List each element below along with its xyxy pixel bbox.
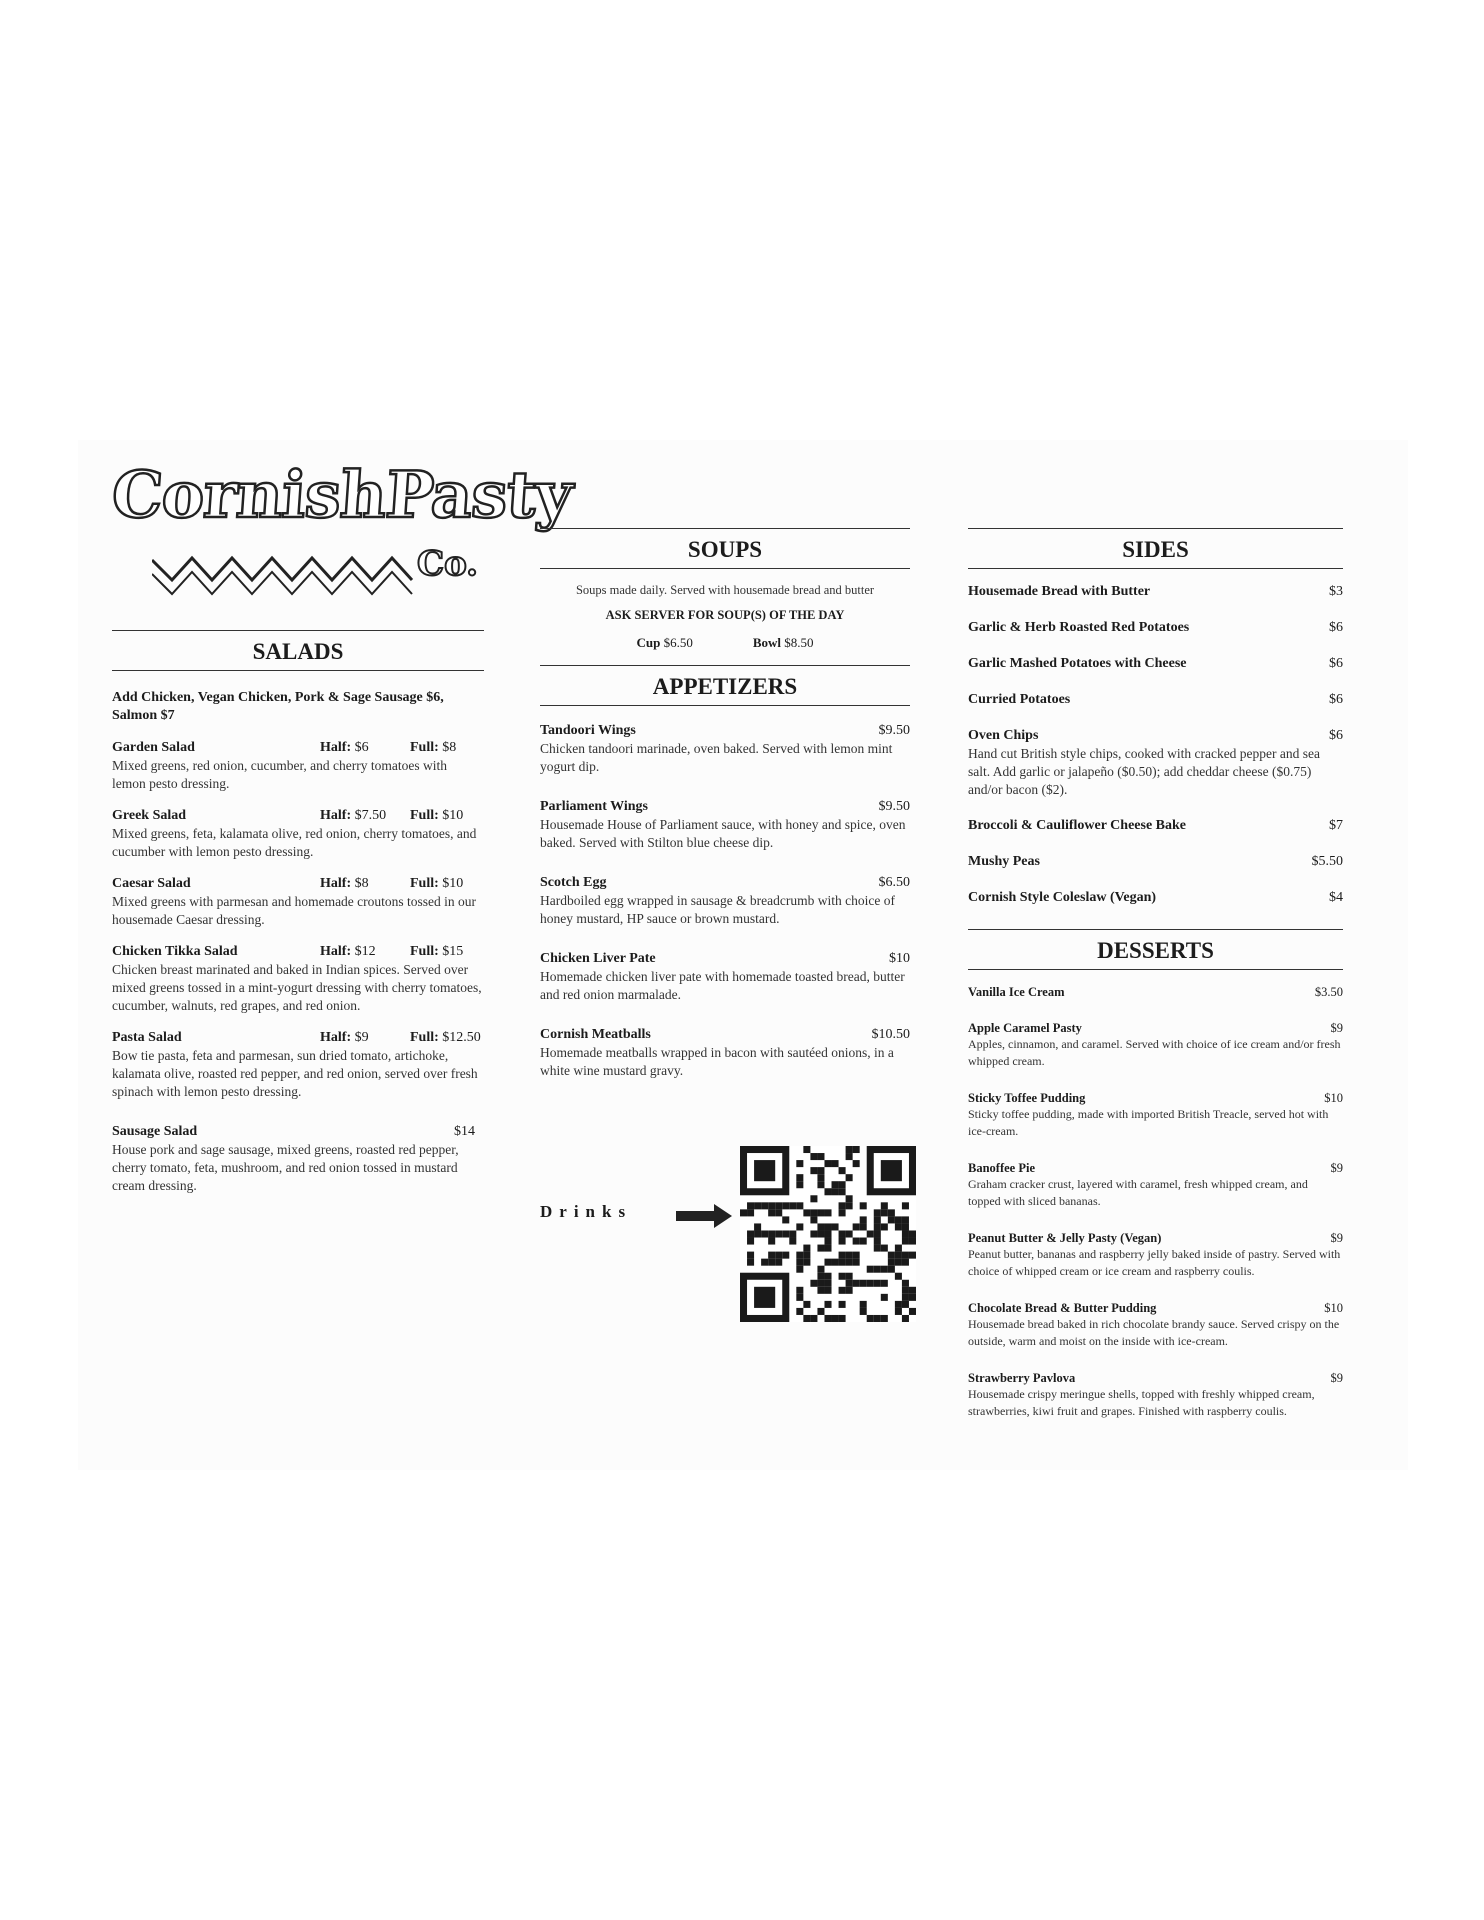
menu-item-salad bbox=[112, 807, 484, 861]
menu-item-side bbox=[968, 727, 1343, 799]
item-row bbox=[968, 1090, 1343, 1106]
menu-item-salad bbox=[112, 739, 484, 793]
item-price: $6 bbox=[1329, 620, 1343, 635]
item-row bbox=[540, 950, 910, 968]
item-name: Broccoli & Cauliflower Cheese Bake bbox=[968, 818, 1187, 833]
menu-item-dessert bbox=[968, 1020, 1343, 1070]
item-name: Sausage Salad bbox=[112, 1124, 198, 1139]
item-price: $9.50 bbox=[878, 723, 910, 738]
item-price: $6.50 bbox=[878, 875, 910, 890]
item-row bbox=[968, 1370, 1343, 1386]
half-value: $12 bbox=[354, 944, 376, 959]
menu-item-side bbox=[968, 853, 1343, 871]
item-price: $9 bbox=[1330, 1371, 1343, 1385]
menu-item-dessert bbox=[968, 984, 1343, 1000]
item-price: $3.50 bbox=[1314, 985, 1343, 999]
item-row bbox=[112, 739, 484, 757]
item-name: Apple Caramel Pasty bbox=[968, 1021, 1082, 1035]
item-description: Mixed greens with parmesan and homemade croutons tossed in our housemade Caesar dressing. bbox=[112, 894, 477, 927]
appetizer-list bbox=[540, 722, 910, 1080]
menu-item-side bbox=[968, 583, 1343, 601]
half-label: Half: bbox=[320, 876, 352, 891]
item-description: Housemade crispy meringue shells, topped with freshly whipped cream, strawberries, kiwi fruit and grapes. Finished with raspberry coulis. bbox=[968, 1387, 1315, 1418]
item-row bbox=[540, 798, 910, 816]
item-name: Strawberry Pavlova bbox=[968, 1371, 1076, 1385]
sides-list bbox=[968, 583, 1343, 907]
item-name: Garlic & Herb Roasted Red Potatoes bbox=[968, 620, 1190, 635]
item-name: Oven Chips bbox=[968, 728, 1039, 743]
menu-item-side bbox=[968, 691, 1343, 709]
item-description: Chicken tandoori marinade, oven baked. Served with lemon mint yogurt dip. bbox=[540, 741, 893, 774]
item-name: Peanut Butter & Jelly Pasty (Vegan) bbox=[968, 1231, 1162, 1245]
item-name: Sticky Toffee Pudding bbox=[968, 1091, 1086, 1105]
half-value: $9 bbox=[354, 1030, 369, 1045]
item-row bbox=[968, 889, 1343, 907]
menu-item-dessert bbox=[968, 1370, 1343, 1420]
half-value: $6 bbox=[354, 740, 369, 755]
item-price: $5.50 bbox=[1311, 854, 1343, 869]
item-row bbox=[112, 875, 484, 893]
qr-code-icon[interactable] bbox=[740, 1146, 916, 1322]
item-name: Parliament Wings bbox=[540, 799, 648, 814]
item-description: Homemade chicken liver pate with homemade toasted bread, butter and red onion marmalade. bbox=[540, 969, 905, 1002]
item-row bbox=[540, 874, 910, 892]
item-price: $6 bbox=[1329, 728, 1343, 743]
item-row bbox=[968, 984, 1343, 1000]
item-name: Tandoori Wings bbox=[540, 723, 636, 738]
soups-ask-server: ASK SERVER FOR SOUP(S) OF THE DAY bbox=[605, 608, 845, 622]
menu-item-salad bbox=[112, 875, 484, 929]
item-price: $7 bbox=[1329, 818, 1343, 833]
menu-item-side bbox=[968, 619, 1343, 637]
item-row bbox=[540, 1026, 910, 1044]
section-title-desserts: DESSERTS bbox=[968, 929, 1343, 970]
item-row bbox=[968, 1300, 1343, 1316]
menu-item-sausage-salad bbox=[112, 1123, 484, 1195]
item-description: Chicken breast marinated and baked in Indian spices. Served over mixed greens tossed in a mint-yogurt dressing with cherry tomatoes, cucumber, walnuts, red grapes, and red onion. bbox=[112, 962, 482, 1013]
full-label: Full: bbox=[410, 944, 439, 959]
salads-add-protein-note: Add Chicken, Vegan Chicken, Pork & Sage Sausage $6, Salmon $7 bbox=[112, 690, 444, 723]
full-label: Full: bbox=[410, 740, 439, 755]
item-price: $6 bbox=[1329, 656, 1343, 671]
item-full-price bbox=[410, 807, 484, 825]
full-value: $10 bbox=[442, 876, 464, 891]
item-name: Vanilla Ice Cream bbox=[968, 985, 1065, 999]
item-row bbox=[968, 619, 1343, 637]
item-name: Chicken Tikka Salad bbox=[112, 944, 238, 959]
item-row bbox=[968, 655, 1343, 673]
full-value: $10 bbox=[442, 808, 464, 823]
item-full-price bbox=[410, 875, 484, 893]
item-description: Hand cut British style chips, cooked with cracked pepper and sea salt. Add garlic or jalapeño ($0.50); add cheddar cheese ($0.75) and/or bacon ($2). bbox=[968, 746, 1321, 797]
half-label: Half: bbox=[320, 1030, 352, 1045]
full-label: Full: bbox=[410, 1030, 439, 1045]
right-arrow-icon bbox=[676, 1204, 732, 1228]
item-name: Curried Potatoes bbox=[968, 692, 1071, 707]
item-row bbox=[968, 1160, 1343, 1176]
item-name: Housemade Bread with Butter bbox=[968, 584, 1151, 599]
menu-item-salad bbox=[112, 1029, 484, 1101]
logo-suffix: Co. bbox=[417, 544, 478, 584]
section-title-sides: SIDES bbox=[968, 528, 1343, 569]
item-row bbox=[968, 817, 1343, 835]
item-name: Scotch Egg bbox=[540, 875, 607, 890]
item-price: $3 bbox=[1329, 584, 1343, 599]
item-name: Chicken Liver Pate bbox=[540, 951, 656, 966]
logo-wordmark: CornishPasty bbox=[109, 458, 575, 533]
menu-item-appetizer bbox=[540, 950, 910, 1004]
soup-bowl: Bowl $8.50 bbox=[752, 635, 814, 650]
soup-cup: Cup $6.50 bbox=[636, 635, 693, 650]
full-label: Full: bbox=[410, 876, 439, 891]
item-price: $10.50 bbox=[871, 1027, 910, 1042]
right-column bbox=[968, 528, 1343, 1420]
half-label: Half: bbox=[320, 808, 352, 823]
item-name: Cornish Style Coleslaw (Vegan) bbox=[968, 890, 1157, 905]
drinks-label: Drinks bbox=[540, 1202, 633, 1221]
item-row bbox=[968, 1230, 1343, 1246]
item-price: $9 bbox=[1330, 1231, 1343, 1245]
section-title-salads: SALADS bbox=[112, 630, 484, 671]
item-row bbox=[540, 722, 910, 740]
full-value: $12.50 bbox=[442, 1030, 481, 1045]
half-value: $8 bbox=[354, 876, 369, 891]
item-half-price bbox=[320, 943, 410, 961]
dessert-list bbox=[968, 984, 1343, 1420]
menu-item-dessert bbox=[968, 1090, 1343, 1140]
item-row bbox=[112, 1029, 484, 1047]
menu-item-appetizer bbox=[540, 798, 910, 852]
item-price: $10 bbox=[889, 951, 910, 966]
item-half-price bbox=[320, 875, 410, 893]
item-name: Caesar Salad bbox=[112, 876, 191, 891]
half-label: Half: bbox=[320, 944, 352, 959]
item-description: House pork and sage sausage, mixed greens, roasted red pepper, cherry tomato, feta, mushroom, and red onion tossed in mustard cream dressing. bbox=[112, 1142, 459, 1193]
item-name: Chocolate Bread & Butter Pudding bbox=[968, 1301, 1157, 1315]
item-description: Mixed greens, red onion, cucumber, and cherry tomatoes with lemon pesto dressing. bbox=[112, 758, 447, 791]
item-price: $6 bbox=[1329, 692, 1343, 707]
item-description: Peanut butter, bananas and raspberry jelly baked inside of pastry. Served with choice of whipped cream or ice cream and raspberry coulis. bbox=[968, 1247, 1341, 1278]
drinks-qr-section bbox=[540, 1146, 920, 1316]
item-description: Graham cracker crust, layered with caramel, fresh whipped cream, and topped with sliced bananas. bbox=[968, 1177, 1308, 1208]
item-price: $10 bbox=[1324, 1301, 1343, 1315]
item-name: Pasta Salad bbox=[112, 1030, 182, 1045]
menu-item-side bbox=[968, 889, 1343, 907]
item-row bbox=[112, 807, 484, 825]
menu-item-appetizer bbox=[540, 722, 910, 776]
item-row bbox=[968, 1020, 1343, 1036]
item-full-price bbox=[410, 1029, 484, 1047]
item-half-price bbox=[320, 1029, 410, 1047]
soups-note: Soups made daily. Served with housemade bread and butter bbox=[575, 583, 875, 597]
item-description: Hardboiled egg wrapped in sausage & breadcrumb with choice of honey mustard, HP sauce or brown mustard. bbox=[540, 893, 896, 926]
restaurant-logo bbox=[109, 440, 575, 630]
item-price: $10 bbox=[1324, 1091, 1343, 1105]
full-label: Full: bbox=[410, 808, 439, 823]
menu-item-dessert bbox=[968, 1160, 1343, 1210]
salad-list bbox=[112, 739, 484, 1101]
item-description: Bow tie pasta, feta and parmesan, sun dried tomato, artichoke, kalamata olive, roasted red pepper, and red onion, served over fresh spinach with lemon pesto dressing. bbox=[112, 1048, 478, 1099]
section-title-soups: SOUPS bbox=[540, 528, 910, 569]
full-value: $15 bbox=[442, 944, 464, 959]
item-full-price bbox=[410, 739, 484, 757]
half-label: Half: bbox=[320, 740, 352, 755]
item-name: Cornish Meatballs bbox=[540, 1027, 651, 1042]
half-value: $7.50 bbox=[354, 808, 387, 823]
item-price: $14 bbox=[454, 1124, 475, 1139]
item-half-price bbox=[320, 739, 410, 757]
item-price: $4 bbox=[1329, 890, 1343, 905]
menu-item-side bbox=[968, 817, 1343, 835]
item-description: Housemade bread baked in rich chocolate brandy sauce. Served crispy on the outside, warm and moist on the inside with ice-cream. bbox=[968, 1317, 1340, 1348]
item-row bbox=[968, 853, 1343, 871]
item-price: $9 bbox=[1330, 1021, 1343, 1035]
menu-item-appetizer bbox=[540, 874, 910, 928]
item-name: Greek Salad bbox=[112, 808, 187, 823]
item-name: Mushy Peas bbox=[968, 854, 1040, 869]
item-price: $9 bbox=[1330, 1161, 1343, 1175]
item-name: Banoffee Pie bbox=[968, 1161, 1035, 1175]
full-value: $8 bbox=[442, 740, 457, 755]
menu-item-dessert bbox=[968, 1230, 1343, 1280]
item-description: Homemade meatballs wrapped in bacon with sautéed onions, in a white wine mustard gravy. bbox=[540, 1045, 894, 1078]
item-description: Housemade House of Parliament sauce, with honey and spice, oven baked. Served with Stilton blue cheese dip. bbox=[540, 817, 906, 850]
item-name: Garlic Mashed Potatoes with Cheese bbox=[968, 656, 1187, 671]
item-price: $9.50 bbox=[878, 799, 910, 814]
item-row bbox=[968, 691, 1343, 709]
item-half-price bbox=[320, 807, 410, 825]
item-row bbox=[968, 727, 1343, 745]
item-row bbox=[112, 943, 484, 961]
item-description: Sticky toffee pudding, made with imported British Treacle, served hot with ice-cream. bbox=[968, 1107, 1329, 1138]
item-name: Garden Salad bbox=[112, 740, 195, 755]
item-description: Mixed greens, feta, kalamata olive, red onion, cherry tomatoes, and cucumber with lemon pesto dressing. bbox=[112, 826, 477, 859]
item-description: Apples, cinnamon, and caramel. Served with choice of ice cream and/or fresh whipped cream. bbox=[968, 1037, 1341, 1068]
middle-column bbox=[540, 528, 910, 1080]
menu-item-appetizer bbox=[540, 1026, 910, 1080]
soup-sizes bbox=[540, 635, 910, 651]
logo-zigzag-graphic bbox=[152, 540, 452, 600]
item-full-price bbox=[410, 943, 484, 961]
item-row bbox=[968, 583, 1343, 601]
menu-item-salad bbox=[112, 943, 484, 1015]
section-title-appetizers: APPETIZERS bbox=[540, 665, 910, 706]
menu-item-side bbox=[968, 655, 1343, 673]
menu-item-dessert bbox=[968, 1300, 1343, 1350]
